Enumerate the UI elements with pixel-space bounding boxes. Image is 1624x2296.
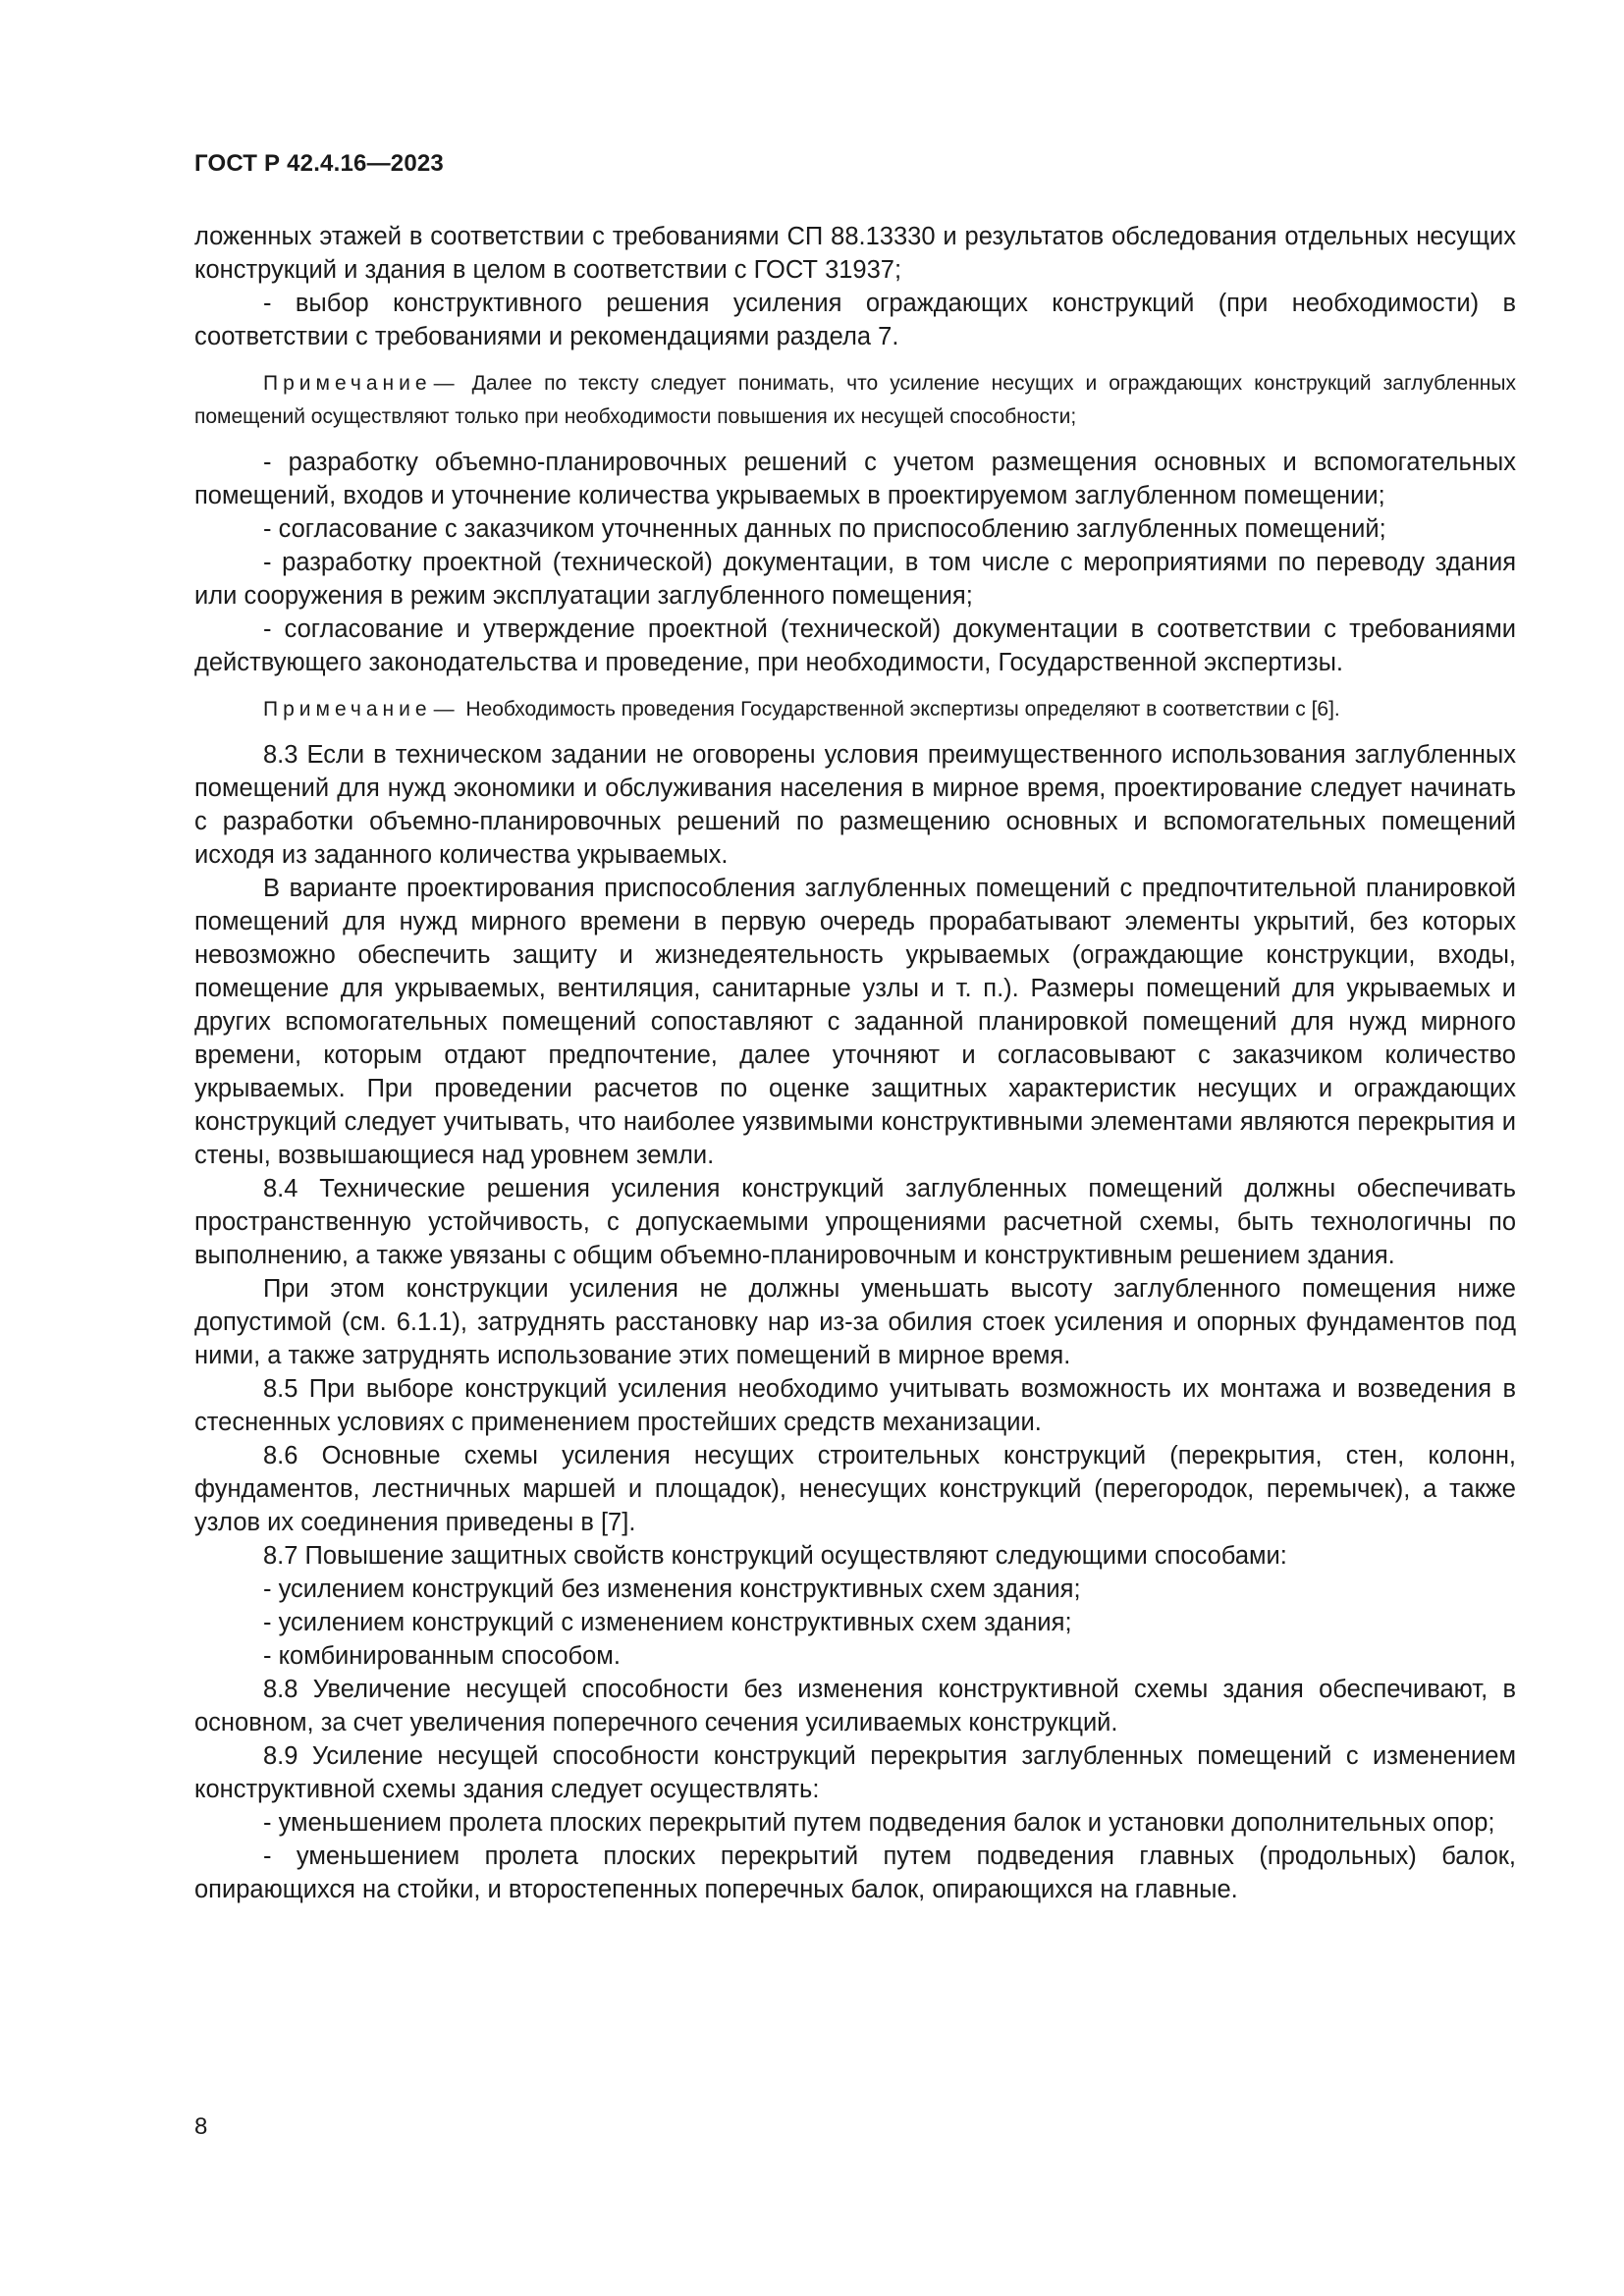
clause-8-6: 8.6 Основные схемы усиления несущих строительных конструкций (перекрытия, стен, колонн, фундаментов, лестничных маршей и площадок), ненесущих конструкций (перегородок, перемычек), а также узлов их соединения приведены в [7]. <box>194 1442 1516 1536</box>
clause-8-3: 8.3 Если в техническом задании не оговорены условия преимущественного использования заглубленных помещений для нужд экономики и обслуживания населения в мирное время, проектирование следует начинать с разработки объемно-планировочных решений по размещению основных и вспомогательных помещений исходя из заданного количества укрываемых. <box>194 741 1516 869</box>
clause-8-8: 8.8 Увеличение несущей способности без изменения конструктивной схемы здания обеспечивают, в основном, за счет увеличения поперечного сечения усиливаемых конструкций. <box>194 1676 1516 1736</box>
note-text: Далее по тексту следует понимать, что усиление несущих и ограждающих конструкций заглубленных помещений осуществляют только при необходимости повышения их несущей способности; <box>194 372 1516 428</box>
list-item: - согласование и утверждение проектной (технической) документации в соответствии с требованиями действующего законодательства и проведение, при необходимости, Государственной экспертизы. <box>194 615 1516 676</box>
note-label: Примечание <box>263 698 432 721</box>
list-item: - выбор конструктивного решения усиления ограждающих конструкций (при необходимости) в соответствии с требованиями и рекомендациями раздела 7. <box>194 290 1516 350</box>
note: Примечание— Далее по тексту следует понимать, что усиление несущих и ограждающих конструкций заглубленных помещений осуществляют только при необходимости повышения их несущей способности; <box>194 372 1516 428</box>
page-number: 8 <box>194 2113 208 2140</box>
list-item: - согласование с заказчиком уточненных данных по приспособлению заглубленных помещений; <box>263 515 1386 543</box>
note: Примечание— Необходимость проведения Государственной экспертизы определяют в соответствии с [6]. <box>263 698 1340 721</box>
list-item: - усилением конструкций с изменением конструктивных схем здания; <box>263 1609 1072 1636</box>
note-label: Примечание <box>263 372 432 395</box>
list-item: - комбинированным способом. <box>263 1642 621 1670</box>
list-item: - разработку объемно-планировочных решений с учетом размещения основных и вспомогательных помещений, входов и уточнение количества укрываемых в проектируемом заглубленном помещении; <box>194 449 1516 509</box>
list-item: - уменьшением пролета плоских перекрытий путем подведения балок и установки дополнительных опор; <box>263 1809 1495 1837</box>
clause-8-7: 8.7 Повышение защитных свойств конструкций осуществляют следующими способами: <box>263 1542 1287 1570</box>
list-item: - разработку проектной (технической) документации, в том числе с мероприятиями по переводу здания или сооружения в режим эксплуатации заглубленного помещения; <box>194 549 1516 610</box>
list-item: - усилением конструкций без изменения конструктивных схем здания; <box>263 1575 1081 1603</box>
paragraph: ложенных этажей в соответствии с требованиями СП 88.13330 и результатов обследования отдельных несущих конструкций и здания в целом в соответствии с ГОСТ 31937; <box>194 223 1516 284</box>
note-text: Необходимость проведения Государственной экспертизы определяют в соответствии с [6]. <box>465 698 1340 721</box>
document-header: ГОСТ Р 42.4.16—2023 <box>194 150 444 177</box>
list-item: - уменьшением пролета плоских перекрытий путем подведения главных (продольных) балок, опирающихся на стойки, и второстепенных поперечных балок, опирающихся на главные. <box>194 1842 1516 1903</box>
paragraph: В варианте проектирования приспособления заглубленных помещений с предпочтительной планировкой помещений для нужд мирного времени в первую очередь прорабатывают элементы укрытий, без которых невозможно обеспечить защиту и жизнедеятельность укрываемых (ограждающие конструкции, входы, помещение для укрываемых, вентиляция, санитарные узлы и т. п.). Размеры помещений для укрываемых и других вспомогательных помещений сопоставляют с заданной планировкой помещений для нужд мирного времени, которым отдают предпочтение, далее уточняют и согласовывают с заказчиком количество укрываемых. При проведении расчетов по оценке защитных характеристик несущих и ограждающих конструкций следует учитывать, что наиболее уязвимыми конструктивными элементами являются перекрытия и стены, возвышающиеся над уровнем земли. <box>194 875 1516 1169</box>
paragraph: При этом конструкции усиления не должны уменьшать высоту заглубленного помещения ниже допустимой (см. 6.1.1), затруднять расстановку нар из-за обилия стоек усиления и опорных фундаментов под ними, а также затруднять использование этих помещений в мирное время. <box>194 1275 1516 1369</box>
document-body <box>194 220 1516 1906</box>
clause-8-4: 8.4 Технические решения усиления конструкций заглубленных помещений должны обеспечивать пространственную устойчивость, с допускаемыми упрощениями расчетной схемы, быть технологичны по выполнению, а также увязаны с общим объемно-планировочным и конструктивным решением здания. <box>194 1175 1516 1269</box>
clause-8-5: 8.5 При выборе конструкций усиления необходимо учитывать возможность их монтажа и возведения в стесненных условиях с применением простейших средств механизации. <box>194 1375 1516 1436</box>
clause-8-9: 8.9 Усиление несущей способности конструкций перекрытия заглубленных помещений с изменением конструктивной схемы здания следует осуществлять: <box>194 1742 1516 1803</box>
